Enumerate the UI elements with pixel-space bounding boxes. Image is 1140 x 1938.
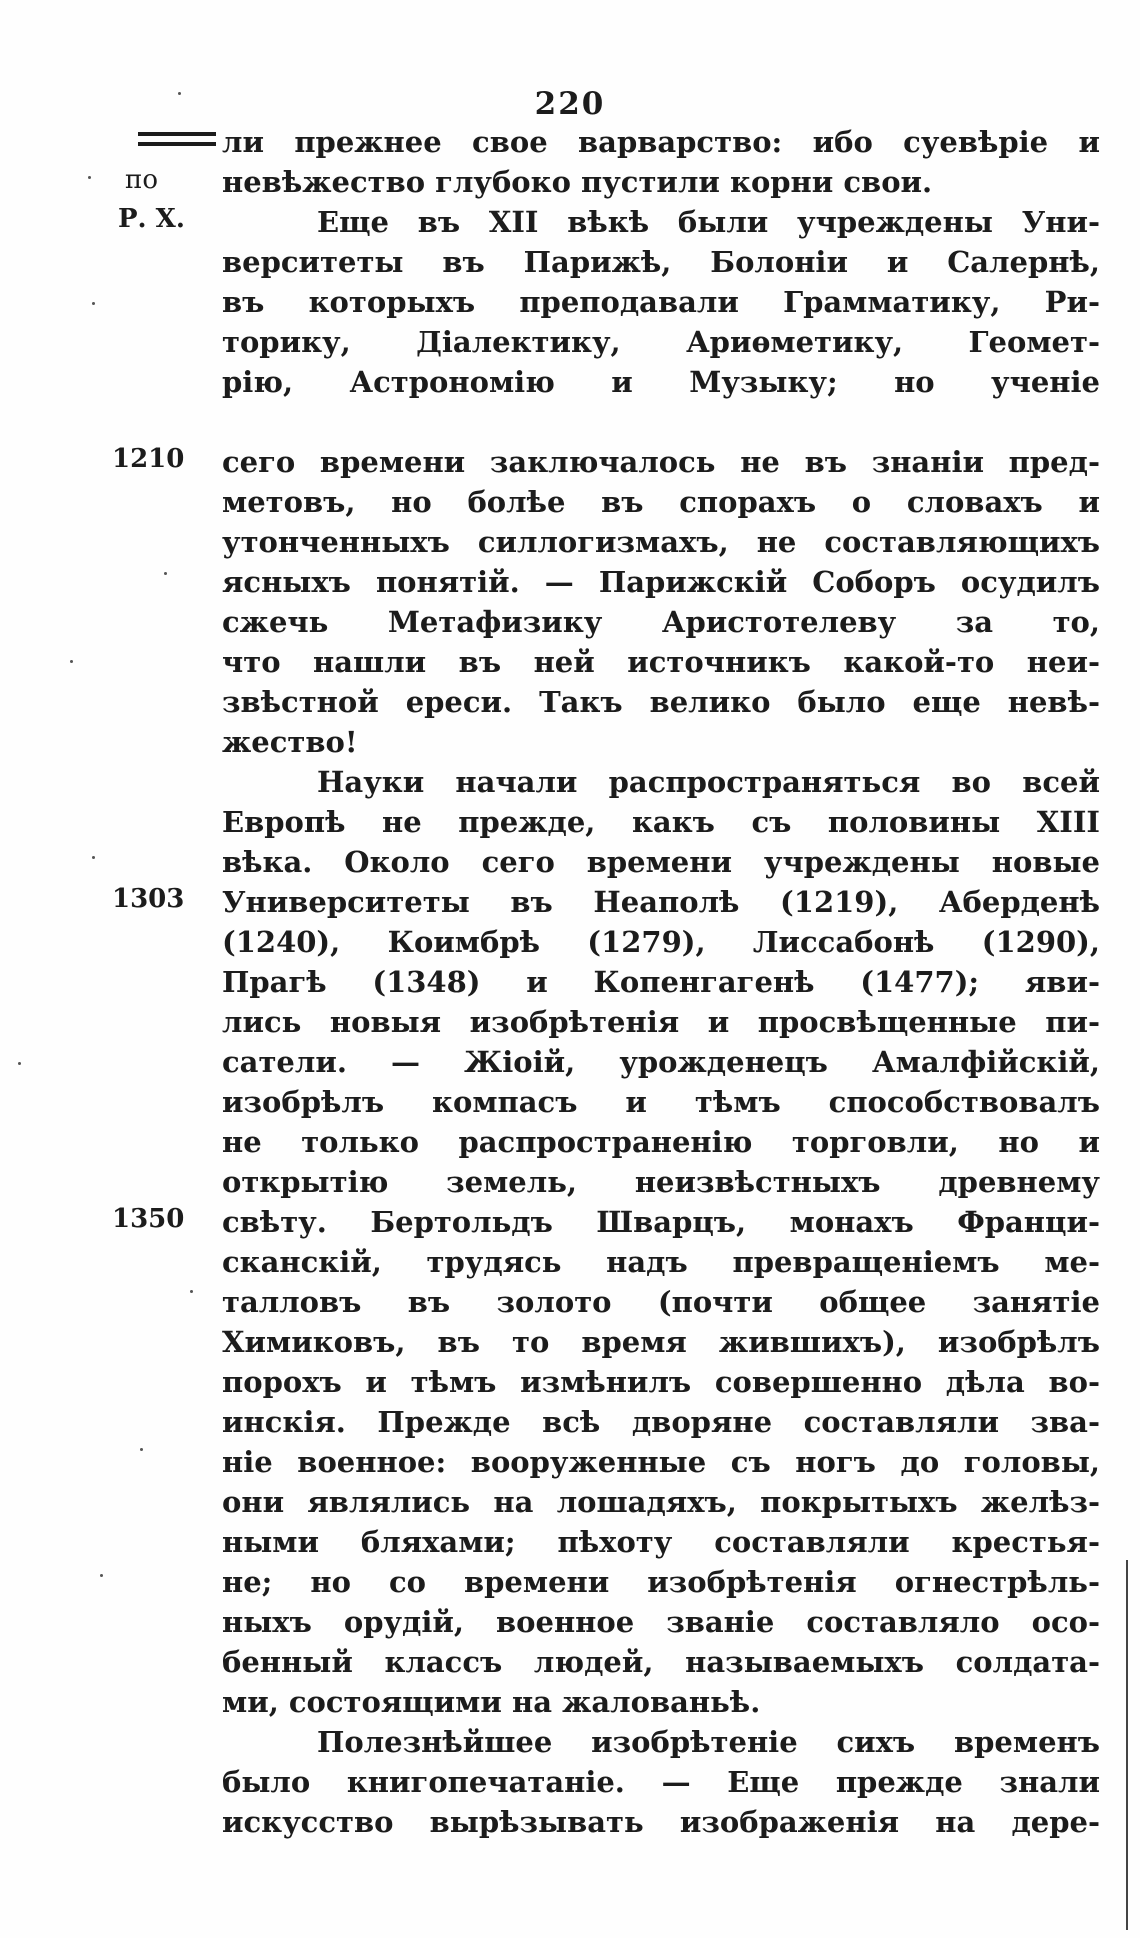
text-line: ли прежнее свое варварство: ибо суевѣріе и xyxy=(222,125,1100,159)
scan-speck xyxy=(70,660,73,663)
text-line: (1240), Коимбрѣ (1279), Лиссабонѣ (1290), xyxy=(222,925,1100,959)
text-line: ными бляхами; пѣхоту составляли крестья- xyxy=(222,1525,1100,1559)
text-line: въ которыхъ преподавали Грамматику, Ри- xyxy=(222,285,1100,319)
margin-era-line2: Р. Х. xyxy=(118,204,185,234)
text-line: лись новыя изобрѣтенія и просвѣщенные пи- xyxy=(222,1005,1100,1039)
text-line: не; но со времени изобрѣтенія огнестрѣль- xyxy=(222,1565,1100,1599)
text-line: что нашли въ ней источникъ какой-то неи- xyxy=(222,645,1100,679)
scan-speck xyxy=(164,572,167,575)
text-line: Университеты въ Неаполѣ (1219), Аберденѣ xyxy=(222,885,1100,919)
text-line: сатели. — Жіоій, урожденецъ Амалфійскій, xyxy=(222,1045,1100,1079)
text-line: жество! xyxy=(222,725,358,759)
text-line: свѣту. Бертольдъ Шварцъ, монахъ Франци- xyxy=(222,1205,1100,1239)
text-line: бенный классъ людей, называемыхъ солдата- xyxy=(222,1645,1100,1679)
scan-speck xyxy=(88,176,91,179)
text-line: Еще въ XII вѣкѣ были учреждены Уни- xyxy=(317,205,1100,239)
scan-speck xyxy=(92,856,95,859)
text-line: сего времени заключалось не въ знаніи пред- xyxy=(222,445,1100,479)
text-line: торику, Діалектику, Ариѳметику, Геомет- xyxy=(222,325,1100,359)
text-line: они являлись на лошадяхъ, покрытыхъ желѣз- xyxy=(222,1485,1100,1519)
text-line: ясныхъ понятій. — Парижскій Соборъ осудилъ xyxy=(222,565,1100,599)
text-line: Науки начали распространяться во всей xyxy=(317,765,1100,799)
margin-year-1303: 1303 xyxy=(112,884,185,914)
text-line: невѣжество глубоко пустили корни свои. xyxy=(222,165,933,199)
scan-speck xyxy=(140,1448,143,1451)
text-line: вѣка. Около сего времени учреждены новые xyxy=(222,845,1100,879)
text-line: ми, состоящими на жалованьѣ. xyxy=(222,1685,761,1719)
text-line: инскія. Прежде всѣ дворяне составляли зва- xyxy=(222,1405,1100,1439)
text-line: изобрѣлъ компасъ и тѣмъ способствовалъ xyxy=(222,1085,1100,1119)
scan-speck xyxy=(18,1062,21,1065)
section-rule-bottom xyxy=(138,142,216,146)
text-line: метовъ, но болѣе въ спорахъ о словахъ и xyxy=(222,485,1100,519)
text-line: сканскій, трудясь надъ превращеніемъ ме- xyxy=(222,1245,1100,1279)
text-line: было книгопечатаніе. — Еще прежде знали xyxy=(222,1765,1100,1799)
scan-speck xyxy=(178,92,181,95)
page-number: 220 xyxy=(534,86,606,122)
scan-speck xyxy=(100,1574,103,1577)
text-line: сжечь Метафизику Аристотелеву за то, xyxy=(222,605,1100,639)
text-line: Европѣ не прежде, какъ съ половины XIII xyxy=(222,805,1100,839)
text-line: рію, Астрономію и Музыку; но ученіе xyxy=(222,365,1100,399)
text-line: Химиковъ, въ то время жившихъ), изобрѣлъ xyxy=(222,1325,1100,1359)
text-line: открытію земель, неизвѣстныхъ древнему xyxy=(222,1165,1100,1199)
text-line: ніе военное: вооруженные съ ногъ до головы, xyxy=(222,1445,1100,1479)
text-line: талловъ въ золото (почти общее занятіе xyxy=(222,1285,1100,1319)
scan-speck xyxy=(92,302,95,305)
text-line: ныхъ орудій, военное званіе составляло осо- xyxy=(222,1605,1100,1639)
text-line: искусство вырѣзывать изображенія на дере- xyxy=(222,1805,1100,1839)
section-rule-top xyxy=(138,132,216,136)
margin-year-1210: 1210 xyxy=(112,444,185,474)
page-edge-line xyxy=(1126,1560,1128,1930)
margin-era-line1: по xyxy=(125,165,158,195)
margin-year-1350: 1350 xyxy=(112,1204,185,1234)
text-line: утонченныхъ силлогизмахъ, не составляющихъ xyxy=(222,525,1100,559)
text-line: верситеты въ Парижѣ, Болоніи и Салернѣ, xyxy=(222,245,1100,279)
text-line: звѣстной ереси. Такъ велико было еще невѣ- xyxy=(222,685,1100,719)
text-line: Полезнѣйшее изобрѣтеніе сихъ временъ xyxy=(317,1725,1100,1759)
text-line: Прагѣ (1348) и Копенгагенѣ (1477); яви- xyxy=(222,965,1100,999)
text-line: не только распространенію торговли, но и xyxy=(222,1125,1100,1159)
scan-speck xyxy=(190,1290,193,1293)
text-line: порохъ и тѣмъ измѣнилъ совершенно дѣла во- xyxy=(222,1365,1100,1399)
